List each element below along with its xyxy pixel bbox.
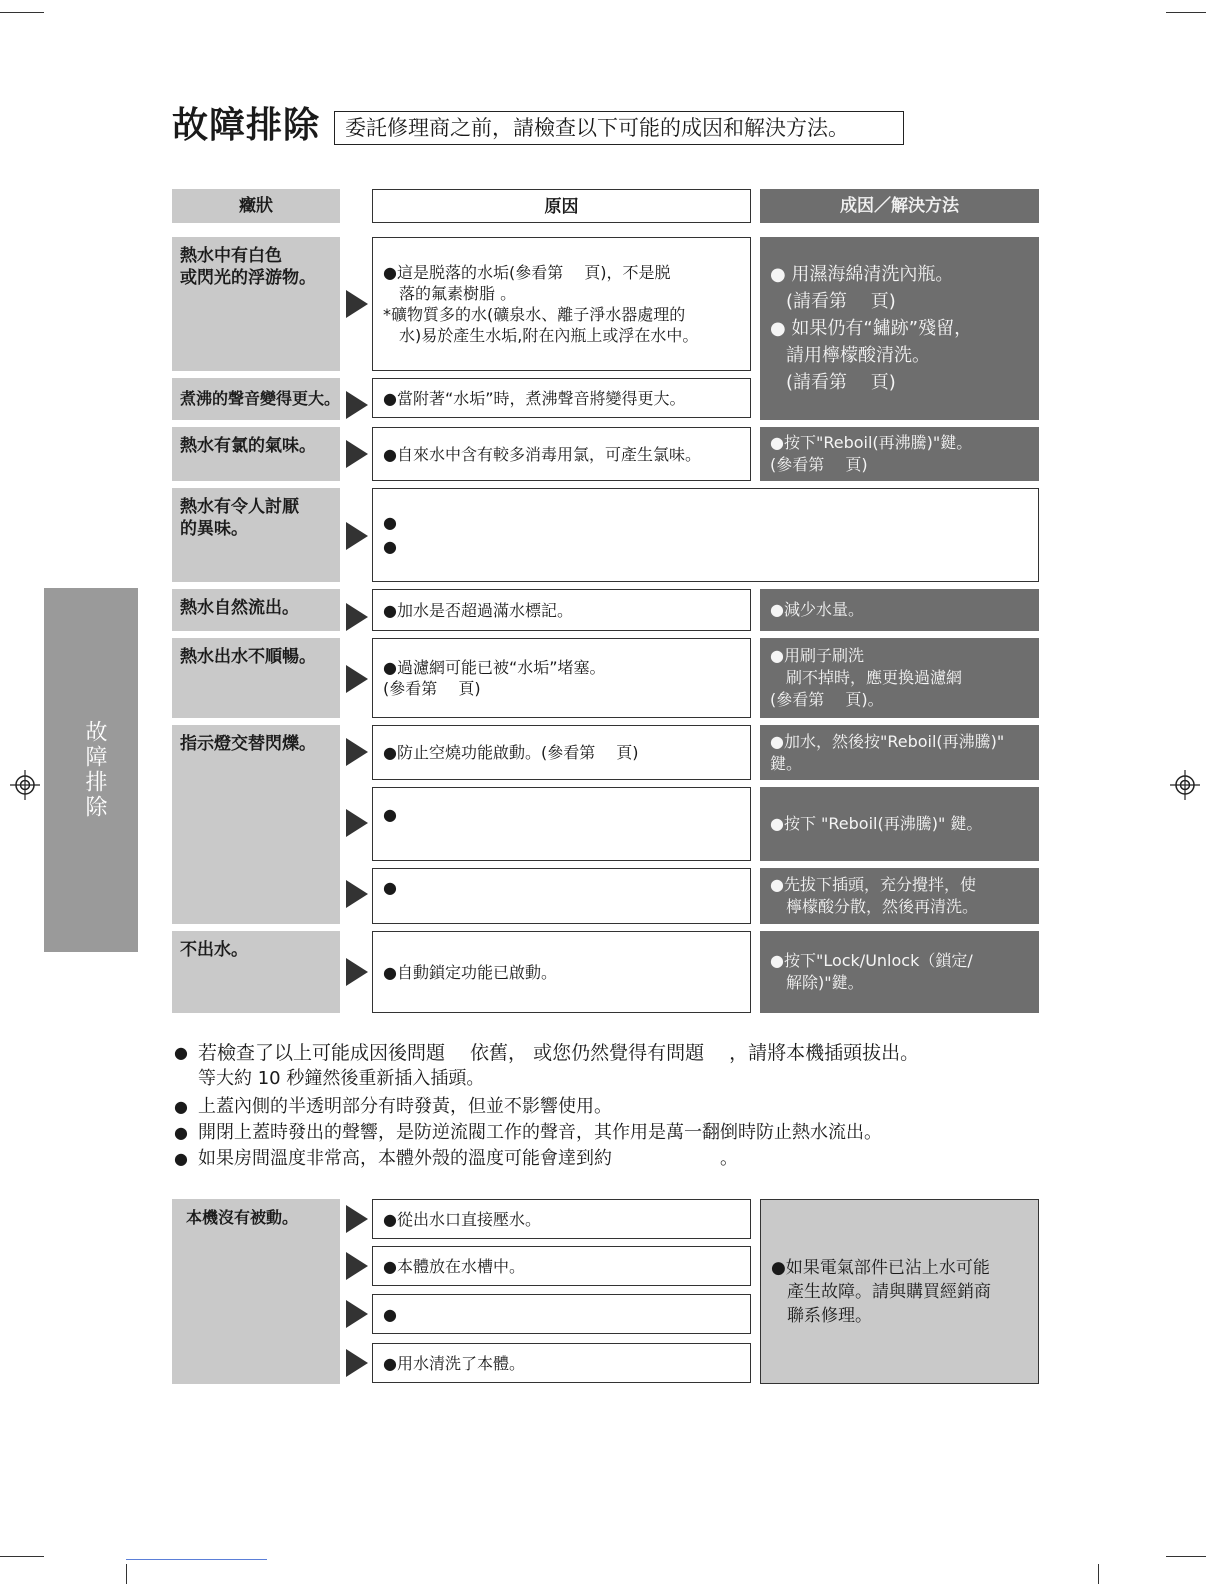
note-item: ● 如果房間溫度非常高，本體外殼的溫度可能會達到約 。 (174, 1146, 1054, 1172)
registration-mark-icon (10, 770, 40, 800)
symptom-cell: 熱水有氯的氣味。 (172, 427, 340, 481)
page-title: 故障排除 (172, 105, 321, 146)
cause-cell: ● ● (372, 488, 1039, 582)
crop-mark (1166, 12, 1206, 13)
solution-cell: ●按下"Lock/Unlock（鎖定/ 解除)"鍵。 (760, 931, 1039, 1013)
note-item-continued: 等大約 10 秒鐘然後重新插入插頭。 (198, 1068, 485, 1089)
notes-list (174, 1040, 1054, 1172)
solution-cell: ● 用濕海綿清洗內瓶。 (請看第 頁) ● 如果仍有“鏽跡”殘留， 請用檸檬酸清洗。 (請看第 頁) (760, 237, 1039, 420)
arrow-right-icon (346, 958, 368, 986)
cause-cell: ●加水是否超過滿水標記。 (372, 589, 751, 631)
cause-cell: ●用水清洗了本體。 (372, 1343, 751, 1383)
crop-mark (1166, 1556, 1206, 1557)
header-solution: 成因／解決方法 (760, 189, 1039, 223)
footer-rule (126, 1559, 267, 1560)
arrow-right-icon (346, 1300, 368, 1328)
arrow-right-icon (346, 290, 368, 318)
registration-mark-icon (1170, 770, 1200, 800)
cause-cell: ● (372, 868, 751, 924)
solution-cell: ●用刷子刷洗 刷不掉時，應更換過濾網 (參看第 頁)。 (760, 638, 1039, 718)
note-item: ● 上蓋內側的半透明部分有時發黃，但並不影響使用。 (174, 1094, 1054, 1120)
arrow-right-icon (346, 603, 368, 631)
cause-cell: ●過濾網可能已被“水垢”堵塞。 (參看第 頁) (372, 638, 751, 718)
solution-cell: ●按下"Reboil(再沸騰)"鍵。 (參看第 頁) (760, 427, 1039, 481)
symptom-cell: 熱水中有白色 或閃光的浮游物。 (172, 237, 340, 371)
symptom-cell: 不出水。 (172, 931, 340, 1013)
cause-cell: ●自動鎖定功能已啟動。 (372, 931, 751, 1013)
cause-cell: ●自來水中含有較多消毒用氯，可產生氯味。 (372, 427, 751, 481)
arrow-right-icon (346, 1349, 368, 1377)
symptom-cell: 本機沒有被動。 (172, 1199, 340, 1384)
crop-mark (1098, 1564, 1099, 1584)
symptom-cell: 煮沸的聲音變得更大。 (172, 378, 340, 420)
cause-cell: ● (372, 1294, 751, 1334)
arrow-right-icon (346, 665, 368, 693)
page-subtitle: 委託修理商之前，請檢查以下可能的成因和解決方法。 (334, 111, 904, 145)
arrow-right-icon (346, 440, 368, 468)
solution-cell: ●減少水量。 (760, 589, 1039, 631)
cause-cell: ●當附著“水垢”時，煮沸聲音將變得更大。 (372, 378, 751, 418)
arrow-right-icon (346, 522, 368, 550)
crop-mark (0, 12, 44, 13)
header-cause: 原因 (372, 189, 751, 223)
solution-cell: ●先拔下插頭，充分攪拌，使 檸檬酸分散，然後再清洗。 (760, 868, 1039, 924)
note-item: ● 開閉上蓋時發出的聲響，是防逆流閥工作的聲音，其作用是萬一翻倒時防止熱水流出。 (174, 1120, 1054, 1146)
crop-mark (0, 1556, 44, 1557)
cause-cell: ●防止空燒功能啟動。(參看第 頁) (372, 725, 751, 780)
cause-cell: ● (372, 787, 751, 861)
solution-cell: ●如果電氣部件已沾上水可能 產生故障。請與購買經銷商 聯系修理。 (760, 1199, 1039, 1384)
arrow-right-icon (346, 1252, 368, 1280)
arrow-right-icon (346, 809, 368, 837)
arrow-right-icon (346, 738, 368, 766)
crop-mark (126, 1564, 127, 1584)
symptom-cell: 熱水自然流出。 (172, 589, 340, 631)
side-tab-label: 故障排除 (82, 720, 107, 820)
arrow-right-icon (346, 880, 368, 908)
cause-cell: ●這是脱落的水垢(參看第 頁)，不是脱 落的氟素樹脂 。 *礦物質多的水(礦泉水、離子淨水器處理的 水)易於產生水垢,附在內瓶上或浮在水中。 (372, 237, 751, 371)
solution-cell: ●按下 "Reboil(再沸騰)" 鍵。 (760, 787, 1039, 861)
arrow-right-icon (346, 1205, 368, 1233)
cause-cell: ●從出水口直接壓水。 (372, 1199, 751, 1239)
symptom-cell: 熱水有令人討厭 的異味。 (172, 488, 340, 582)
symptom-cell: 熱水出水不順暢。 (172, 638, 340, 718)
solution-cell: ●加水，然後按"Reboil(再沸騰)" 鍵。 (760, 725, 1039, 780)
arrow-right-icon (346, 391, 368, 419)
note-item: ● 若檢查了以上可能成因後問題 依舊， 或您仍然覺得有問題 ，請將本機插頭拔出。 (174, 1040, 1054, 1066)
symptom-cell: 指示燈交替閃爍。 (172, 725, 340, 924)
header-symptom: 癥狀 (172, 189, 340, 223)
cause-cell: ●本體放在水槽中。 (372, 1246, 751, 1286)
